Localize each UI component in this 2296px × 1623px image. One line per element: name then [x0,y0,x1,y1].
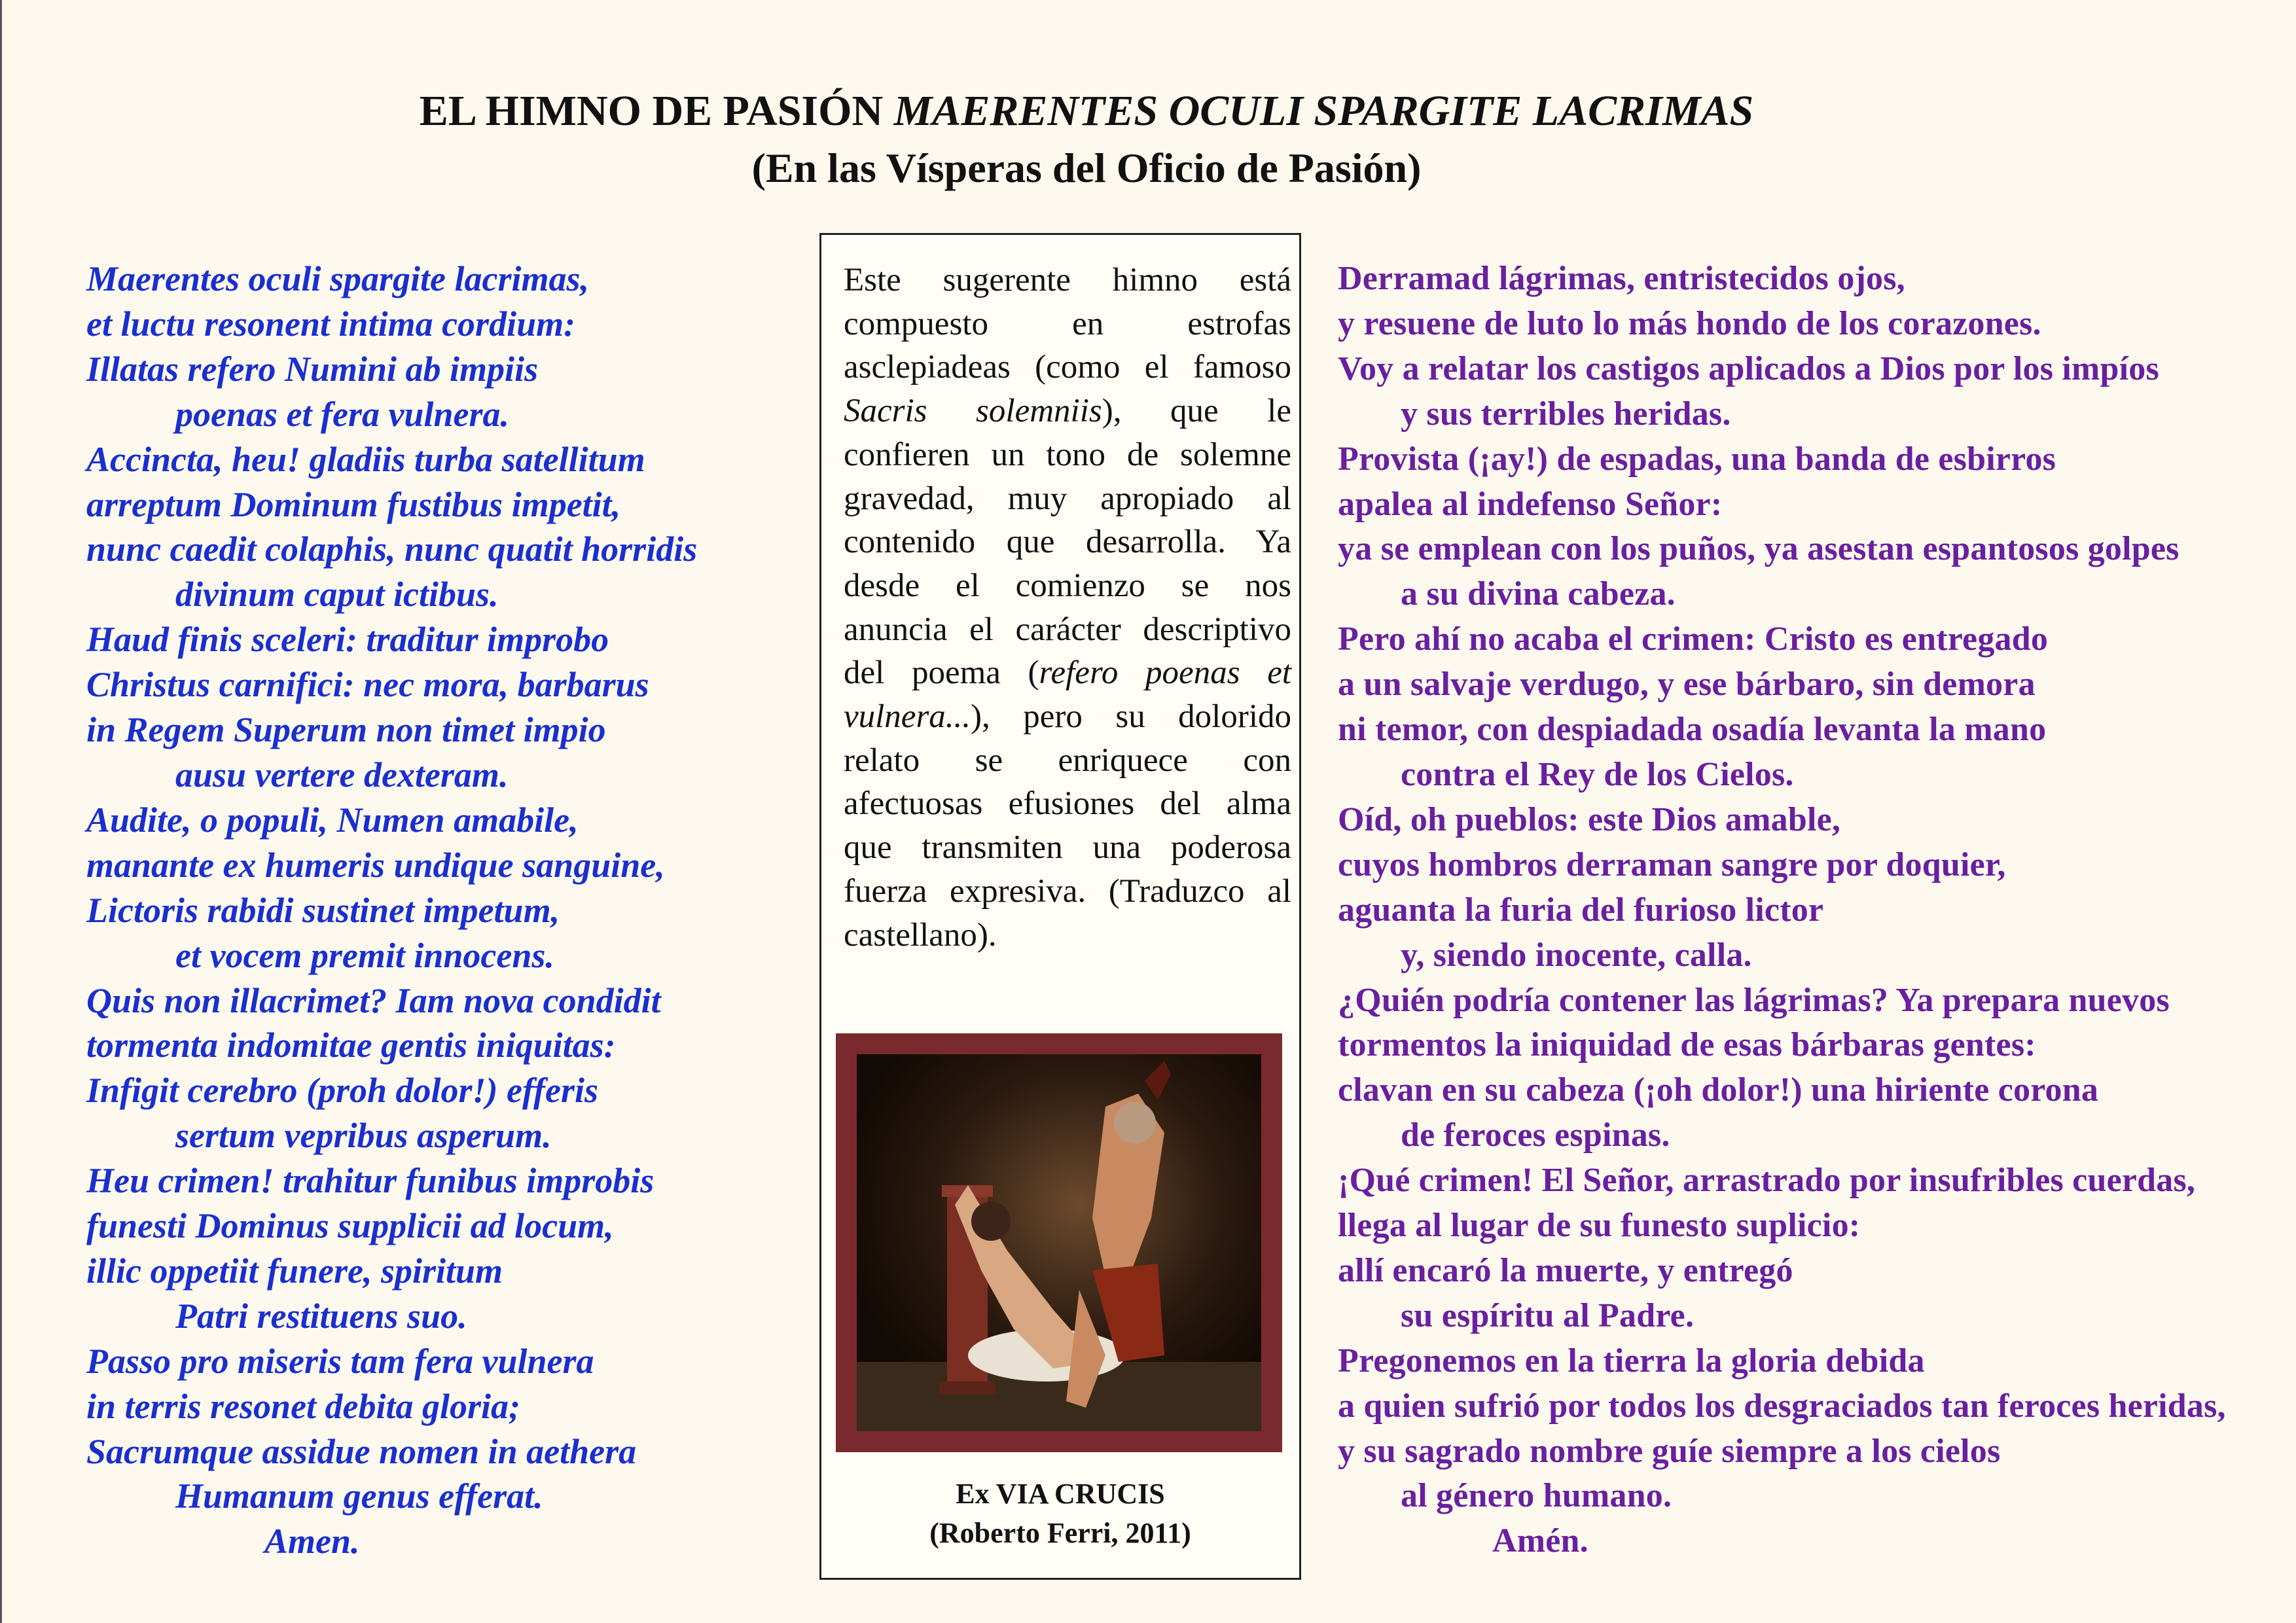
latin-line: divinum caput ictibus. [175,575,499,615]
spanish-line: ni temor, con despiadada osadía levanta la mano [1338,711,2047,749]
latin-line: Christus carnifici: nec mora, barbarus [86,665,649,705]
spanish-translation-text [1338,257,2293,1564]
latin-line: poenas et fera vulnera. [175,394,509,434]
spanish-line: ya se emplean con los puños, ya asestan espantosos golpes [1338,530,2179,568]
latin-line: in terris resonet debita gloria; [86,1386,521,1426]
spanish-amen: Amén. [1492,1522,1588,1560]
painting-frame [836,1033,1282,1452]
spanish-line: su espíritu al Padre. [1401,1296,1695,1334]
painting-illustration [857,1054,1261,1431]
commentary-italic-quote: refero poenas et vulnera... [844,654,1291,736]
commentary-part: Este sugerente himno está compuesto en estrofas asclepiadeas (como el famoso [844,262,1291,386]
spanish-line: y, siendo inocente, calla. [1401,936,1752,974]
latin-line: Haud finis sceleri: traditur improbo [86,620,609,660]
spanish-line: ¡Qué crimen! El Señor, arrastrado por insufribles cuerdas, [1338,1162,2196,1200]
title-italic: MAERENTES OCULI SPARGITE LACRIMAS [893,87,1754,135]
spanish-line: y resuene de luto lo más hondo de los corazones. [1338,304,2041,342]
latin-line: Passo pro miseris tam fera vulnera [86,1341,594,1381]
spanish-line: contra el Rey de los Cielos. [1401,755,1794,793]
latin-line: Accincta, heu! gladiis turba satellitum [86,439,645,479]
commentary-text [844,259,1291,957]
spanish-line: al género humano. [1401,1477,1672,1515]
commentary-italic-title: Sacris solemniis [844,393,1102,430]
spanish-line: cuyos hombros derraman sangre por doquier, [1338,846,2006,883]
spanish-line: allí encaró la muerte, y entregó [1338,1251,1793,1289]
latin-hymn-text [86,257,806,1564]
spanish-line: Pero ahí no acaba el crimen: Cristo es entregado [1338,620,2049,658]
latin-line: Infigit cerebro (proh dolor!) efferis [86,1071,598,1111]
commentary-box [819,233,1301,1580]
spanish-line: apalea al indefenso Señor: [1338,485,1723,523]
spanish-line: llega al lugar de su funesto suplicio: [1338,1207,1861,1245]
spanish-line: Oíd, oh pueblos: este Dios amable, [1338,800,1841,838]
latin-line: Humanum genus efferat. [175,1476,543,1516]
spanish-line: Voy a relatar los castigos aplicados a Dios por los impíos [1338,349,2159,387]
latin-line: et vocem premit innocens. [175,935,554,975]
latin-line: tormenta indomitae gentis iniquitas: [86,1026,616,1065]
spanish-line: a un salvaje verdugo, y ese bárbaro, sin demora [1338,666,2036,704]
latin-line: Lictoris rabidi sustinet impetum, [86,890,560,930]
latin-line: Heu crimen! trahitur funibus improbis [86,1161,655,1201]
spanish-line: Pregonemos en la tierra la gloria debida [1338,1342,1925,1380]
spanish-line: de feroces espinas. [1401,1116,1670,1154]
latin-amen: Amen. [264,1522,360,1561]
latin-line: arreptum Dominum fustibus impetit, [86,484,621,524]
painting-flagellation [857,1054,1261,1431]
latin-line: Sacrumque assidue nomen in aethera [86,1431,637,1471]
spanish-line: tormentos la iniquidad de esas bárbaras gentes: [1338,1026,2036,1064]
spanish-line: aguanta la furia del furioso lictor [1338,891,1824,929]
spanish-line: Derramad lágrimas, entristecidos ojos, [1338,260,1905,297]
latin-line: Patri restituens suo. [175,1296,467,1336]
spanish-line: Provista (¡ay!) de espadas, una banda de esbirros [1338,440,2056,478]
spanish-line: ¿Quién podría contener las lágrimas? Ya prepara nuevos [1338,981,2170,1019]
page-edge [0,0,2,1623]
latin-line: Audite, o populi, Numen amabile, [86,800,579,840]
latin-line: Illatas refero Numini ab impiis [86,349,539,389]
latin-line: nunc caedit colaphis, nunc quatit horridis [86,529,698,569]
commentary-part: ), pero su dolorido relato se enriquece con afectuosas efusiones del alma que transmiten una poderosa fuerza expresiva. (Traduzco al castellano). [844,698,1291,954]
painting-caption-author: (Roberto Ferri, 2011) [929,1517,1191,1549]
page-subtitle: (En las Vísperas del Oficio de Pasión) [751,145,1422,191]
commentary-part: ), que le confieren un tono de solemne gravedad, muy apropiado al contenido que desarrolla. Ya desde el comienzo se nos anuncia el carácter descriptivo del poema ( [844,393,1291,692]
spanish-line: a quien sufrió por todos los desgraciados tan feroces heridas, [1338,1387,2226,1425]
title-plain: EL HIMNO DE PASIÓN [419,87,894,135]
latin-line: Quis non illacrimet? Iam nova condidit [86,980,661,1020]
spanish-line: clavan en su cabeza (¡oh dolor!) una hiriente corona [1338,1071,2099,1109]
latin-line: ausu vertere dexteram. [175,755,509,794]
latin-line: in Regem Superum non timet impio [86,710,606,750]
latin-line: funesti Dominus supplicii ad locum, [86,1206,614,1246]
painting-caption-title: Ex VIA CRUCIS [956,1478,1165,1510]
latin-line: et luctu resonent intima cordium: [86,304,576,344]
spanish-line: y sus terribles heridas. [1401,395,1731,433]
page-title [0,86,2173,136]
latin-line: illic oppetiit funere, spiritum [86,1251,503,1291]
latin-line: sertum vepribus asperum. [175,1116,552,1156]
latin-line: Maerentes oculi spargite lacrimas, [86,259,589,298]
spanish-line: a su divina cabeza. [1401,575,1676,613]
latin-line: manante ex humeris undique sanguine, [86,845,665,885]
spanish-line: y su sagrado nombre guíe siempre a los cielos [1338,1432,2001,1470]
